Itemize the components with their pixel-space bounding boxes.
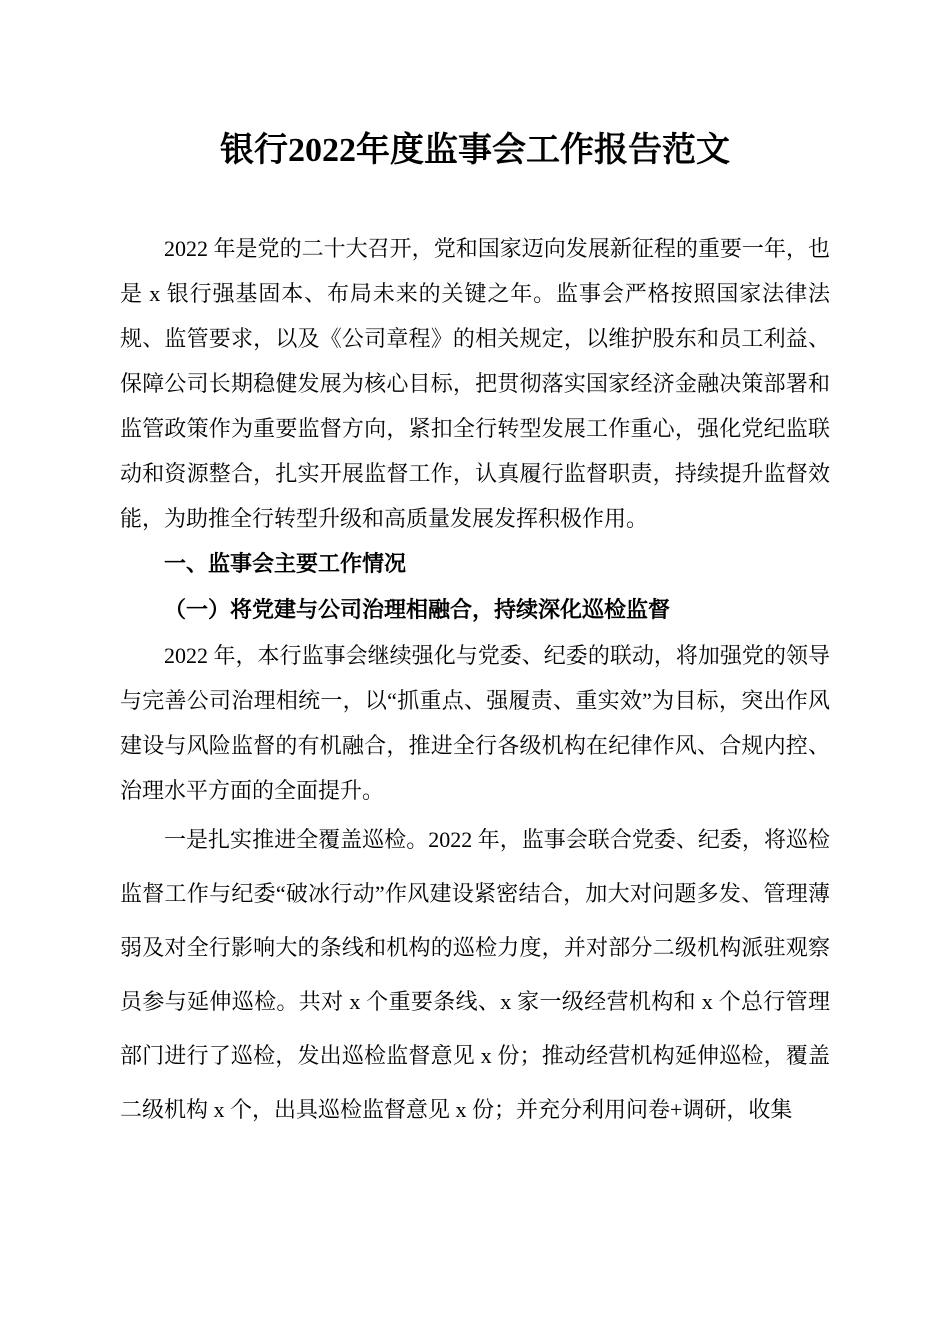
body-paragraph: 一是扎实推进全覆盖巡检。2022 年，监事会联合党委、纪委，将巡检监督工作与纪委“破冰行动”作风建设紧密结合，加大对问题多发、管理薄弱及对全行影响大的条线和机构的巡检力度，并对部分二级机构派驻观察员参与延伸巡检。共对 x 个重要条线、x 家一级经营机构和 x 个总行管理部门进行了巡检，发出巡检监督意见 x 份；推动经营机构延伸巡检，覆盖二级机构 x 个，出具巡检监督意见 x 份；并充分利用问卷+调研，收集 — [120, 826, 830, 1122]
subsection-heading: （一）将党建与公司治理相融合，持续深化巡检监督 — [164, 596, 671, 622]
body-paragraph: 2022 年，本行监事会继续强化与党委、纪委的联动，将加强党的领导与完善公司治理相统一，以“抓重点、强履责、重实效”为目标，突出作风建设与风险监督的有机融合，推进全行各级机构在纪律作风、合规内控、治理水平方面的全面提升。 — [120, 642, 830, 803]
section-heading: 一、监事会主要工作情况 — [164, 550, 407, 576]
document-title: 银行2022年度监事会工作报告范文 — [220, 132, 730, 169]
body-paragraph: 2022 年是党的二十大召开，党和国家迈向发展新征程的重要一年，也是 x 银行强基固本、布局未来的关键之年。监事会严格按照国家法律法规、监管要求，以及《公司章程》的相关规定，以维护股东和员工利益、保障公司长期稳健发展为核心目标，把贯彻落实国家经济金融决策部署和监管政策作为重要监督方向，紧扣全行转型发展工作重心，强化党纪监联动和资源整合，扎实开展监督工作，认真履行监督职责，持续提升监督效能，为助推全行转型升级和高质量发展发挥积极作用。 — [120, 235, 830, 531]
